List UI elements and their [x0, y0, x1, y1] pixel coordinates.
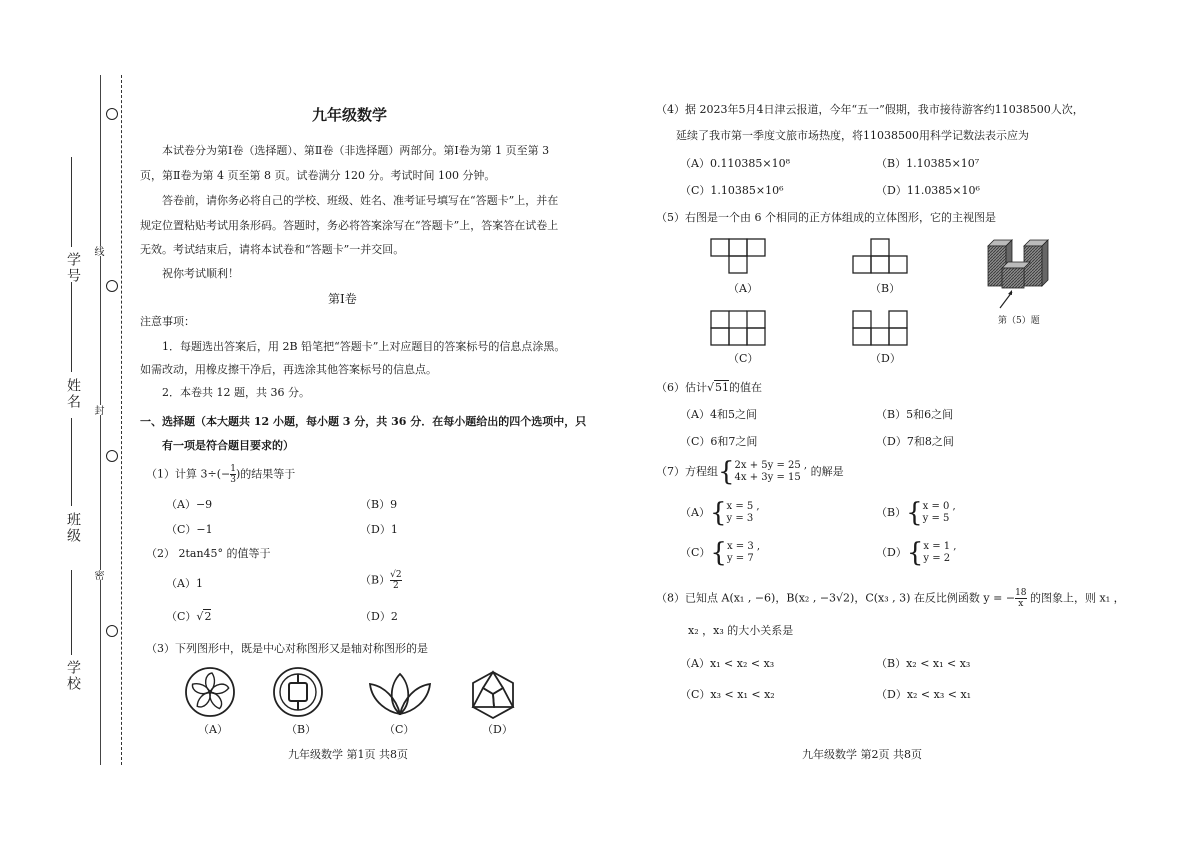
q3-option-d[interactable]: （D） — [482, 723, 513, 736]
front-view-d-figure — [852, 310, 909, 347]
part-heading: 一、选择题（本大题共 12 小题，每小题 3 分，共 36 分．在每小题给出的四个选项中，只 — [140, 415, 587, 428]
q2-option-d[interactable]: （D）2 — [360, 610, 398, 623]
field-school-line[interactable] — [71, 570, 72, 655]
intro-line: 本试卷分为第Ⅰ卷（选择题）、第Ⅱ卷（非选择题）两部分。第Ⅰ卷为第 1 页至第 3 — [162, 144, 550, 157]
q8-option-b[interactable]: （B）x₂ < x₁ < x₃ — [876, 657, 971, 670]
question-6: （6）估计√51的值在 — [656, 381, 763, 394]
q5-option-b[interactable]: （B） — [870, 282, 901, 295]
q1-option-d[interactable]: （D）1 — [360, 523, 398, 536]
lotus-icon — [366, 670, 434, 718]
question-8-cont: x₂ ，x₃ 的大小关系是 — [688, 624, 794, 637]
bauhinia-emblem-icon — [183, 665, 237, 719]
question-2: （2） 2tan45° 的值等于 — [146, 547, 271, 560]
q2-option-b[interactable]: （B） $\frac{√2}{2}$ — [360, 570, 402, 591]
q1-option-c[interactable]: （C）−1 — [166, 523, 213, 536]
q7-option-d[interactable]: （D）{ x = 1 , y = 2 — [876, 538, 957, 568]
field-school-label: 学校 — [65, 660, 81, 692]
question-7: （7）方程组{ 2x + 5y = 25 , 4x + 3y = 15 的解是 — [656, 457, 844, 487]
q3-option-a[interactable]: （A） — [198, 723, 228, 736]
q5-option-d[interactable]: （D） — [870, 352, 901, 365]
q5-figure-caption: 第（5）题 — [998, 316, 1040, 326]
question-3: （3）下列图形中，既是中心对称图形又是轴对称图形的是 — [146, 642, 428, 655]
question-1: （1）计算 3÷(− $\frac{1}{3}$ )的结果等于 — [146, 464, 296, 485]
q4-option-d[interactable]: （D）11.0385×10⁶ — [876, 184, 980, 197]
page-footer: 九年级数学 第2页 共8页 — [802, 748, 922, 761]
q6-option-c[interactable]: （C）6和7之间 — [680, 435, 758, 448]
q5-option-a[interactable]: （A） — [728, 282, 758, 295]
seal-mark-seal: 封 — [92, 405, 103, 415]
question-5: （5）右图是一个由 6 个相同的正方体组成的立体图形，它的主视图是 — [656, 211, 996, 224]
intro-line: 答卷前，请你务必将自己的学校、班级、姓名、准考证号填写在“答题卡”上，并在 — [162, 194, 559, 207]
q6-option-d[interactable]: （D）7和8之间 — [876, 435, 954, 448]
dashed-cut-line — [121, 75, 122, 765]
binding-hole-icon — [106, 108, 118, 120]
front-view-c-figure — [710, 310, 767, 347]
cube-stack-figure — [984, 238, 1052, 310]
intro-line: 规定位置粘贴考试用条形码。答题时，务必将答案涂写在“答题卡”上，答案答在试卷上 — [140, 219, 559, 232]
notice-line: 1．每题选出答案后，用 2B 铅笔把“答题卡”上对应题目的答案标号的信息点涂黑。 — [162, 340, 566, 353]
fraction: $\frac{18}{x}$ — [1015, 588, 1027, 609]
field-class-line[interactable] — [71, 418, 72, 506]
binding-hole-icon — [106, 450, 118, 462]
field-name-label: 姓名 — [65, 378, 81, 410]
question-4: （4）据 2023年5月4日津云报道，今年“五一”假期，我市接待游客约11038500人次， — [656, 103, 1084, 116]
page-footer: 九年级数学 第1页 共8页 — [288, 748, 408, 761]
q4-option-b[interactable]: （B）1.10385×10⁷ — [876, 157, 980, 170]
notice-title: 注意事项： — [140, 315, 195, 328]
front-view-b-figure — [852, 238, 909, 275]
seal-mark-line: 线 — [92, 246, 103, 256]
binding-hole-icon — [106, 280, 118, 292]
coin-emblem-icon — [271, 665, 325, 719]
q8-option-c[interactable]: （C）x₃ < x₁ < x₂ — [680, 688, 775, 701]
equation-system: 2x + 5y = 25 , 4x + 3y = 15 — [734, 460, 808, 483]
q5-option-c[interactable]: （C） — [728, 352, 759, 365]
part-heading: 有一项是符合题目要求的） — [162, 439, 294, 452]
q8-option-d[interactable]: （D）x₂ < x₃ < x₁ — [876, 688, 972, 701]
binding-line — [100, 75, 101, 765]
question-4-cont: 延续了我市第一季度文旅市场热度，将11038500用科学记数法表示应为 — [676, 129, 1029, 142]
fraction: $\frac{1}{3}$ — [230, 464, 236, 485]
q4-option-c[interactable]: （C）1.10385×10⁶ — [680, 184, 784, 197]
q7-option-c[interactable]: （C）{ x = 3 , y = 7 — [680, 538, 761, 568]
q1-option-b[interactable]: （B）9 — [360, 498, 398, 511]
binding-hole-icon — [106, 625, 118, 637]
section-title: 第Ⅰ卷 — [328, 292, 357, 306]
intro-line: 页，第Ⅱ卷为第 4 页至第 8 页。试卷满分 120 分。考试时间 100 分钟。 — [140, 169, 496, 182]
intro-line: 祝你考试顺利！ — [162, 267, 239, 280]
field-student-id-label: 学号 — [65, 252, 81, 284]
field-name-line[interactable] — [71, 282, 72, 372]
q4-option-a[interactable]: （A）0.110385×10⁸ — [680, 157, 791, 170]
fraction: $\frac{√2}{2}$ — [390, 570, 402, 591]
notice-line: 如需改动，用橡皮擦干净后，再选涂其他答案标号的信息点。 — [140, 363, 437, 376]
q7-option-b[interactable]: （B）{ x = 0 , y = 5 — [876, 498, 956, 528]
field-student-id-line[interactable] — [71, 157, 72, 247]
q6-option-a[interactable]: （A）4和5之间 — [680, 408, 757, 421]
q2-option-c[interactable]: （C）√2 — [166, 610, 212, 623]
field-class-label: 班级 — [65, 512, 81, 544]
q6-option-b[interactable]: （B）5和6之间 — [876, 408, 954, 421]
q3-option-c[interactable]: （C） — [384, 723, 415, 736]
notice-line: 2．本卷共 12 题，共 36 分。 — [162, 386, 310, 399]
front-view-a-figure — [710, 238, 767, 275]
seal-mark-close: 密 — [92, 570, 103, 580]
q8-option-a[interactable]: （A）x₁ < x₂ < x₃ — [680, 657, 775, 670]
recycle-hexagon-icon — [466, 668, 520, 722]
q2-option-a[interactable]: （A）1 — [166, 577, 203, 590]
intro-line: 无效。考试结束后，请将本试卷和“答题卡”一并交回。 — [140, 243, 405, 256]
q1-option-a[interactable]: （A）−9 — [166, 498, 213, 511]
q3-option-b[interactable]: （B） — [286, 723, 317, 736]
q7-option-a[interactable]: （A）{ x = 5 , y = 3 — [680, 498, 760, 528]
question-8: （8）已知点 A(x₁ , −6)，B(x₂ , −3√2)，C(x₃ , 3) 在反比例函数 y = − $\frac{18}{x}$ 的图象上，则 x₁ ， — [656, 588, 1125, 609]
page-title: 九年级数学 — [312, 106, 388, 124]
